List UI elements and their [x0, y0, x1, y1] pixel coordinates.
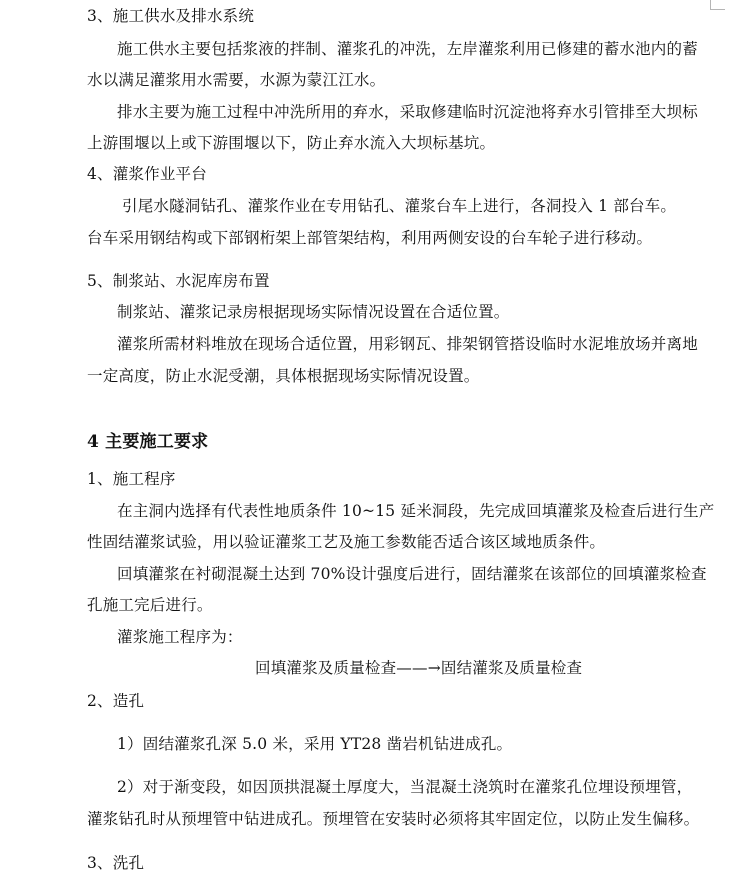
section-heading-procedure: 1、施工程序 [87, 470, 176, 488]
paragraph-line: 在主洞内选择有代表性地质条件 10~15 延米洞段，先完成回填灌浆及检查后进行生产 [117, 502, 715, 520]
procedure-flow: 回填灌浆及质量检查——→固结灌浆及质量检查 [255, 659, 583, 677]
paragraph-line: 排水主要为施工过程中冲洗所用的弃水，采取修建临时沉淀池将弃水引管排至大坝标 [117, 103, 698, 121]
chapter-heading: 4 主要施工要求 [87, 432, 209, 452]
paragraph-line: 一定高度，防止水泥受潮，具体根据现场实际情况设置。 [87, 367, 480, 385]
section-heading-mixing-station: 5、制浆站、水泥库房布置 [87, 272, 270, 290]
section-heading-hole-washing: 3、洗孔 [87, 854, 145, 872]
paragraph-line: 灌浆钻孔时从预埋管中钻进成孔。预埋管在安装时必须将其牢固定位，以防止发生偏移。 [87, 810, 700, 828]
paragraph-line: 孔施工完后进行。 [87, 596, 213, 614]
page-corner-mark [710, 0, 725, 10]
section-heading-drilling: 2、造孔 [87, 692, 145, 710]
paragraph-line: 回填灌浆在衬砌混凝土达到 70%设计强度后进行，固结灌浆在该部位的回填灌浆检查 [117, 565, 707, 583]
list-item: 1）固结灌浆孔深 5.0 米，采用 YT28 凿岩机钻进成孔。 [117, 735, 513, 753]
paragraph-line: 引尾水隧洞钻孔、灌浆作业在专用钻孔、灌浆台车上进行，各洞投入 1 部台车。 [122, 197, 677, 215]
paragraph-line: 灌浆所需材料堆放在现场合适位置，用彩钢瓦、排架钢管搭设临时水泥堆放场并离地 [117, 335, 698, 353]
paragraph-line: 性固结灌浆试验，用以验证灌浆工艺及施工参数能否适合该区域地质条件。 [87, 533, 606, 551]
section-heading-grouting-platform: 4、灌浆作业平台 [87, 165, 207, 183]
list-item: 2）对于渐变段，如因顶拱混凝土厚度大，当混凝土浇筑时在灌浆孔位埋设预埋管， [117, 778, 693, 796]
section-heading-water-system: 3、施工供水及排水系统 [87, 7, 255, 25]
paragraph-line: 水以满足灌浆用水需要，水源为蒙江江水。 [87, 71, 386, 89]
paragraph-line: 制浆站、灌浆记录房根据现场实际情况设置在合适位置。 [117, 303, 510, 321]
paragraph-line: 上游围堰以上或下游围堰以下，防止弃水流入大坝标基坑。 [87, 134, 496, 152]
paragraph-line: 灌浆施工程序为： [117, 628, 243, 646]
paragraph-line: 台车采用钢结构或下部钢桁架上部管架结构，利用两侧安设的台车轮子进行移动。 [87, 229, 653, 247]
paragraph-line: 施工供水主要包括浆液的拌制、灌浆孔的冲洗，左岸灌浆利用已修建的蓄水池内的蓄 [117, 40, 698, 58]
